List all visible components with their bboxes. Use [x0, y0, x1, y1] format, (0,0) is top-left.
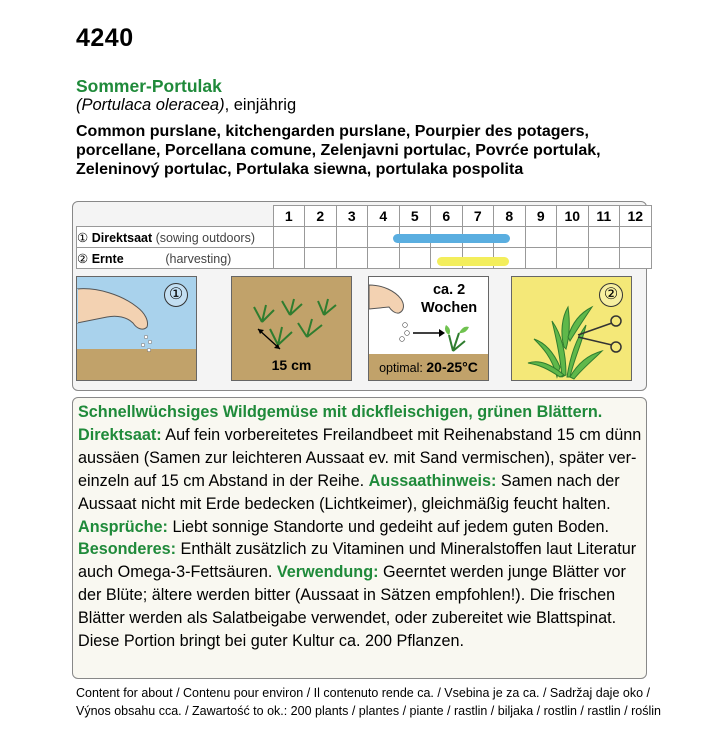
month-label: 3: [336, 206, 368, 227]
names-line: Zeleninový portulac, Portulaka siewna, portulaka pospolita: [76, 161, 524, 178]
calendar-row-harvest: [77, 248, 652, 269]
text-line: der Blüte; ältere werden bitter (Aussaat in Sätzen empfohlen!). Die frischen: [78, 586, 616, 605]
latin-name-line: [76, 96, 296, 115]
latin-name: (Portulaca oleracea): [76, 96, 225, 114]
text-line: einzeln auf 15 cm Abstand in der Reihe. Aussaathinweis: Samen nach der: [78, 471, 620, 490]
product-title: Sommer-Portulak: [76, 76, 222, 96]
germination-illustration: [368, 276, 489, 381]
description-headline: Schnellwüchsiges Wildgemüse mit dickfleischigen, grünen Blättern.: [78, 403, 603, 421]
calendar-row-sowing: [77, 227, 652, 248]
footer-line: Content for about / Contenu pour environ / Il contenuto rende ca. / Vsebina je za ca. / Sadržaj daje oko /: [76, 686, 650, 700]
step-marker: ①: [77, 230, 89, 245]
month-label: 7: [462, 206, 494, 227]
footer-line: Výnos obsahu cca. / Zawartość to ok.: 200 plants / plantes / piante / rastlin / biljaka / rostlin / rastlin / roślin: [76, 703, 662, 718]
footer-content-note: [76, 685, 661, 720]
temperature-bar: [369, 354, 488, 380]
text-line: Diese Portion bringt bei guter Kultur ca. 200 Pflanzen.: [78, 632, 465, 651]
product-code: 4240: [76, 24, 134, 52]
month-label: 8: [494, 206, 526, 227]
text-line: Blätter werden als Salatbeigabe verwendet, oder zubereitet wie Blattspinat.: [78, 609, 617, 628]
text-line: Direktsaat: Auf fein vorbereitetes Freilandbeet mit Reihenabstand 15 cm dünn: [78, 425, 642, 444]
month-label: 5: [399, 206, 431, 227]
names-line: Common purslane, kitchengarden purslane, Pourpier des potagers,: [76, 123, 589, 140]
text-line: Besonderes: Enthält zusätzlich zu Vitaminen und Mineralstoffen laut Literatur: [78, 540, 637, 559]
step-two-badge: ②: [599, 283, 623, 307]
row-label: Ernte: [91, 251, 124, 266]
month-label: 11: [588, 206, 620, 227]
spacing-illustration: [231, 276, 352, 381]
text-line: aussäen (Samen zur leichteren Aussaat ev. mit Sand vermischen), später ver-: [78, 448, 637, 467]
spacing-label: 15 cm: [271, 357, 312, 373]
month-label: 1: [273, 206, 305, 227]
text-line: Aussaat nicht mit Erde bedecken (Lichtkeimer), gleichmäßig feucht halten.: [78, 494, 611, 513]
optimal-label: optimal:: [379, 361, 423, 375]
temperature-value: 20-25°C: [426, 359, 478, 375]
row-sublabel: (harvesting): [165, 251, 232, 266]
harvest-illustration: [511, 276, 632, 381]
month-label: 6: [431, 206, 463, 227]
month-label: 4: [368, 206, 400, 227]
weeks-label: ca. 2 Wochen: [421, 282, 478, 316]
step-one-badge: ①: [164, 283, 188, 307]
step-marker: ②: [77, 251, 89, 266]
harvest-period-bar: [437, 257, 509, 266]
month-label: 2: [305, 206, 337, 227]
month-label: 12: [620, 206, 652, 227]
common-names: [76, 122, 676, 179]
lifecycle-label: , einjährig: [224, 96, 297, 114]
text-line: auch Omega-3-Fettsäuren. Verwendung: Geerntet werden junge Blätter vor: [78, 563, 626, 582]
names-line: porcellane, Porcellana comune, Zelenjavni portulac, Povrće portulak,: [76, 142, 601, 159]
sowing-calendar: [76, 205, 652, 269]
month-label: 9: [525, 206, 557, 227]
sowing-period-bar: [393, 234, 510, 243]
month-label: 10: [557, 206, 589, 227]
row-label: Direktsaat: [91, 230, 153, 245]
sowing-illustration: [76, 276, 197, 381]
text-line: Ansprüche: Liebt sonnige Standorte und gedeiht auf jedem guten Boden.: [78, 517, 609, 536]
row-sublabel: (sowing outdoors): [155, 230, 255, 245]
description-text: [78, 401, 644, 653]
